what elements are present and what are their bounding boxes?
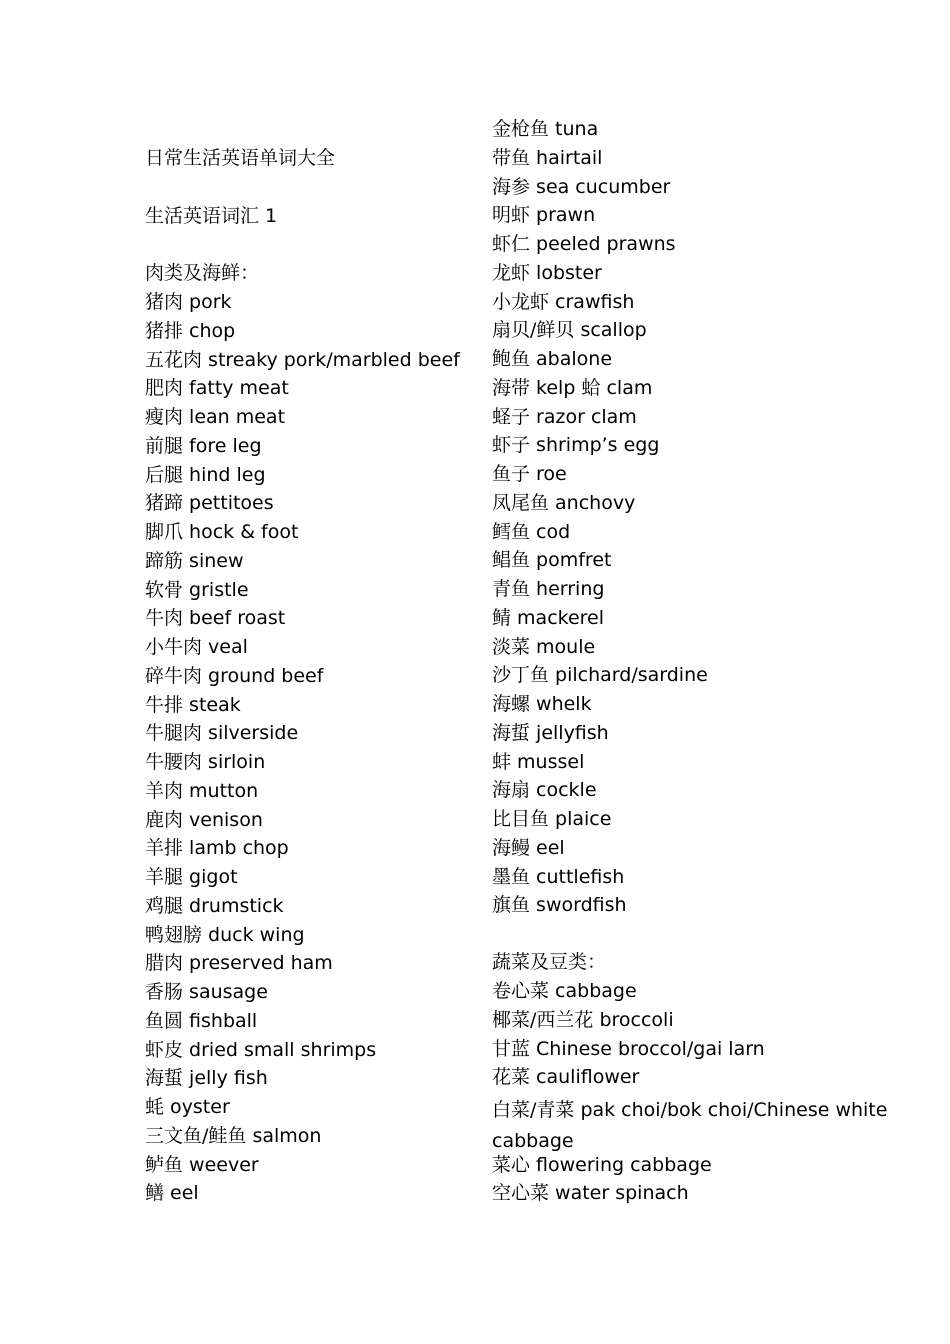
vocab-item: 脚爪 hock & foot (145, 521, 299, 543)
vocab-item: 虾子 shrimp’s egg (492, 434, 660, 457)
vocab-item: 金枪鱼 tuna (492, 118, 599, 140)
vocab-item: 蚝 oyster (145, 1096, 230, 1118)
vocab-item: 鲳鱼 pomfret (492, 549, 612, 572)
vocab-item: 海蜇 jelly fish (145, 1067, 268, 1090)
vocab-item: 软骨 gristle (145, 578, 249, 601)
vocab-item: 明虾 prawn (492, 204, 596, 227)
vocab-item: 猪肉 pork (145, 291, 232, 313)
vocab-item: 虾皮 dried small shrimps (145, 1038, 377, 1061)
vocab-item: 白菜/青菜 pak choi/bok choi/Chinese white cabbage (492, 1099, 888, 1152)
vocab-item: 鲍鱼 abalone (492, 348, 613, 370)
vocab-item: 三文鱼/鲑鱼 salmon (145, 1124, 322, 1147)
vocab-item: 空心菜 water spinach (492, 1182, 689, 1205)
vocab-item: 海螺 whelk (492, 693, 592, 715)
vocab-item: 后腿 hind leg (145, 463, 266, 486)
vocab-item: 菜心 flowering cabbage (492, 1153, 712, 1176)
vocab-item: 花菜 cauliflower (492, 1066, 640, 1089)
vocab-item: 羊腿 gigot (145, 866, 238, 888)
section-subtitle: 生活英语词汇 1 (145, 205, 278, 227)
vocab-item: 牛肉 beef roast (145, 607, 286, 630)
vocab-item: 前腿 fore leg (145, 434, 262, 457)
vocab-item: 牛腿肉 silverside (145, 722, 299, 745)
vocab-item: 海参 sea cucumber (492, 175, 671, 198)
vocab-item: 羊排 lamb chop (145, 837, 289, 860)
vocab-item: 墨鱼 cuttlefish (492, 865, 625, 888)
category-heading-meat-seafood: 肉类及海鲜： (145, 262, 260, 284)
vocab-item: 牛腰肉 sirloin (145, 751, 266, 773)
vocab-item: 五花肉 streaky pork/marbled beef (145, 348, 460, 371)
document-title: 日常生活英语单词大全 (145, 147, 336, 169)
vocab-item: 小牛肉 veal (145, 636, 248, 658)
vocab-item: 肥肉 fatty meat (145, 377, 289, 400)
vocab-item: 香肠 sausage (145, 981, 268, 1003)
vocab-item: 猪蹄 pettitoes (145, 492, 274, 515)
vocab-item: 海鳗 eel (492, 836, 565, 859)
vocab-item: 鱼子 roe (492, 463, 567, 485)
vocab-item: 鲈鱼 weever (145, 1153, 259, 1176)
vocab-item: 腊肉 preserved ham (145, 952, 333, 975)
vocab-item: 蚌 mussel (492, 750, 585, 773)
vocab-item: 旗鱼 swordfish (492, 894, 627, 917)
vocab-item: 瘦肉 lean meat (145, 406, 286, 428)
vocab-item: 椰菜/西兰花 broccoli (492, 1008, 674, 1031)
vocab-item: 牛排 steak (145, 693, 241, 716)
vocab-item: 碎牛肉 ground beef (145, 664, 324, 687)
vocab-item: 鸭翅膀 duck wing (145, 923, 305, 946)
vocab-item: 海蜇 jellyfish (492, 721, 609, 744)
vocab-item: 淡菜 moule (492, 635, 596, 658)
vocab-item: 鱼圆 fishball (145, 1009, 258, 1032)
vocab-item: 海带 kelp 蛤 clam (492, 376, 653, 399)
vocab-item: 鲭 mackerel (492, 606, 605, 629)
vocab-item: 带鱼 hairtail (492, 146, 603, 169)
vocab-item: 猪排 chop (145, 319, 236, 342)
vocab-item: 鹿肉 venison (145, 808, 263, 831)
vocab-item: 青鱼 herring (492, 578, 605, 600)
vocab-item: 甘蓝 Chinese broccol/gai larn (492, 1037, 765, 1060)
vocab-item: 卷心菜 cabbage (492, 980, 637, 1002)
vocab-item: 蹄筋 sinew (145, 549, 244, 572)
vocab-item: 羊肉 mutton (145, 779, 259, 802)
vocab-item: 比目鱼 plaice (492, 808, 612, 830)
vocab-item: 鳕鱼 cod (492, 520, 571, 543)
vocab-item: 沙丁鱼 pilchard/sardine (492, 664, 708, 687)
vocab-item: 龙虾 lobster (492, 261, 602, 284)
vocab-item: 海扇 cockle (492, 779, 597, 802)
vocab-item: 凤尾鱼 anchovy (492, 491, 636, 514)
vocab-item: 虾仁 peeled prawns (492, 233, 676, 255)
vocab-item: 鳝 eel (145, 1182, 199, 1205)
vocab-item: 鸡腿 drumstick (145, 894, 284, 917)
vocab-item: 小龙虾 crawfish (492, 290, 635, 313)
vocab-item: 扇贝/鲜贝 scallop (492, 319, 647, 342)
category-heading-vegetables: 蔬菜及豆类： (492, 951, 607, 973)
vocab-item: 蛏子 razor clam (492, 405, 637, 428)
